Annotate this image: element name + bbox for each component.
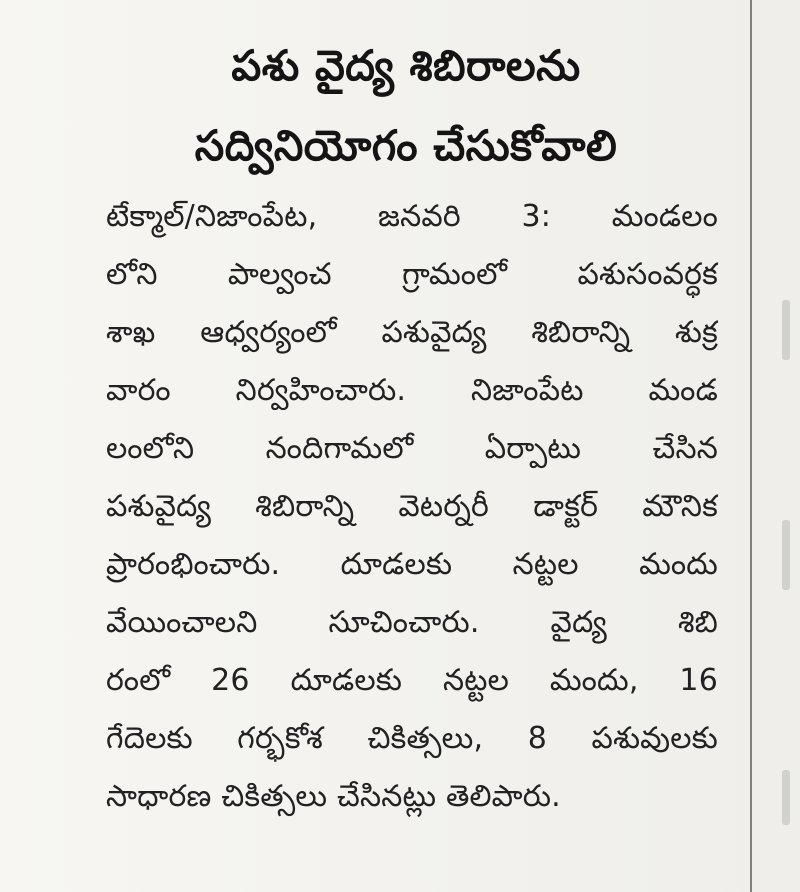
cropped-previous-text: [120, 0, 680, 2]
article-body: [106, 188, 718, 826]
headline-line-1: పశు వైద్య శిబిరాలను: [231, 41, 581, 90]
article-line-6: పశువైద్య శిబిరాన్ని వెటర్నరీ డాక్టర్ మౌనిక: [106, 489, 718, 524]
article-line-1: టేక్మాల్/నిజాంపేట, జనవరి 3: మండలం: [106, 199, 718, 234]
article-line-7: ప్రారంభించారు. దూడలకు నట్టల మందు: [106, 547, 718, 582]
headline-line-2: సద్వినియోగం చేసుకోవాలి: [194, 121, 618, 170]
article-line-2: లోని పాల్వంచ గ్రామంలో పశుసంవర్ధక: [106, 257, 718, 292]
edge-smudge: [782, 520, 790, 590]
article-line-8: వేయించాలని సూచించారు. వైద్య శిబి: [106, 605, 718, 640]
article-line-9: రంలో 26 దూడలకు నట్టల మందు, 16: [106, 663, 718, 698]
article-line-3: శాఖ ఆధ్వర్యంలో పశువైద్య శిబిరాన్ని శుక్ర: [106, 315, 718, 350]
article-line-11: సాధారణ చికిత్సలు చేసినట్లు తెలిపారు.: [106, 779, 561, 814]
article-line-10: గేదెలకు గర్భకోశ చికిత్సలు, 8 పశువులకు: [106, 721, 718, 756]
article-line-4: వారం నిర్వహించారు. నిజాంపేట మండ: [106, 373, 718, 408]
article-line-5: లంలోని నందిగామలో ఏర్పాటు చేసిన: [106, 431, 718, 466]
edge-smudge: [782, 770, 790, 825]
edge-smudge: [782, 300, 790, 360]
column-rule: [750, 0, 752, 892]
